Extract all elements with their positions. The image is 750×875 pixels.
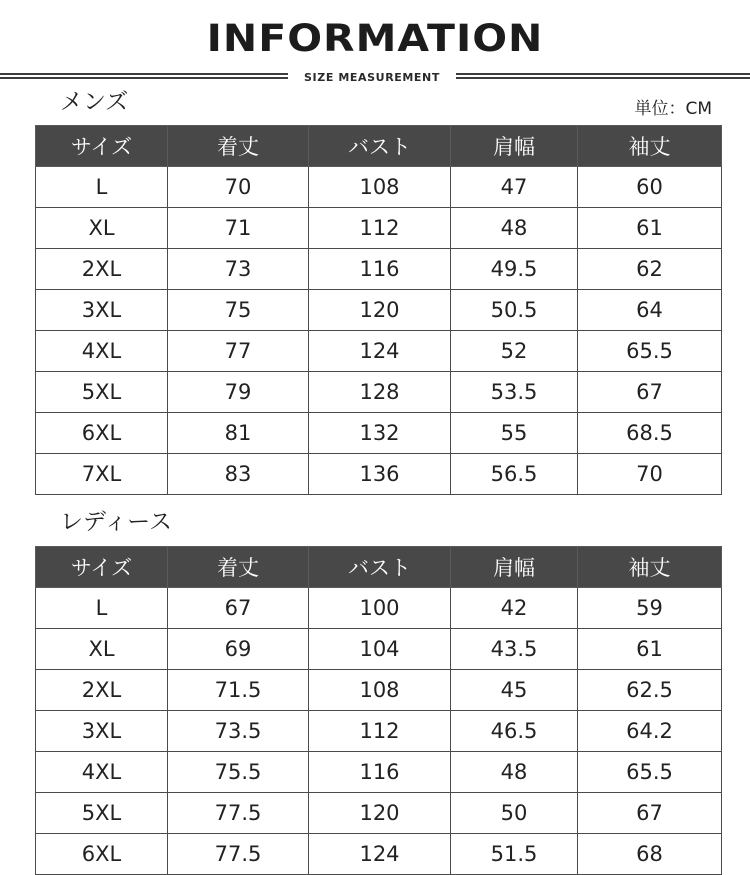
length-cell: 79: [168, 372, 309, 413]
length-cell: 83: [168, 454, 309, 495]
mens-table-body: [36, 167, 722, 495]
bust-cell: 104: [309, 629, 451, 670]
length-cell: 69: [168, 629, 309, 670]
shoulder-cell: 50: [451, 793, 578, 834]
shoulder-cell: 42: [451, 588, 578, 629]
bust-cell: 120: [309, 290, 451, 331]
sleeve-cell: 67: [578, 793, 722, 834]
length-cell: 77.5: [168, 793, 309, 834]
size-cell: XL: [36, 629, 168, 670]
length-cell: 77: [168, 331, 309, 372]
size-cell: 3XL: [36, 290, 168, 331]
sleeve-cell: 61: [578, 629, 722, 670]
size-cell: XL: [36, 208, 168, 249]
table-header-row: [36, 547, 722, 588]
divider-rule-right: [456, 73, 750, 79]
bust-cell: 112: [309, 208, 451, 249]
shoulder-cell: 53.5: [451, 372, 578, 413]
table-row: [36, 711, 722, 752]
shoulder-cell: 47: [451, 167, 578, 208]
length-cell: 77.5: [168, 834, 309, 875]
sleeve-cell: 61: [578, 208, 722, 249]
size-cell: 3XL: [36, 711, 168, 752]
sleeve-cell: 70: [578, 454, 722, 495]
size-cell: L: [36, 167, 168, 208]
length-cell: 75.5: [168, 752, 309, 793]
column-header-bust: バスト: [309, 547, 451, 588]
bust-cell: 116: [309, 249, 451, 290]
bust-cell: 124: [309, 834, 451, 875]
subtitle-divider: [0, 70, 750, 86]
size-cell: L: [36, 588, 168, 629]
sleeve-cell: 68.5: [578, 413, 722, 454]
table-row: [36, 793, 722, 834]
column-header-length: 着丈: [168, 126, 309, 167]
table-row: [36, 331, 722, 372]
sleeve-cell: 60: [578, 167, 722, 208]
sleeve-cell: 68: [578, 834, 722, 875]
length-cell: 73: [168, 249, 309, 290]
table-header-row: [36, 126, 722, 167]
bust-cell: 132: [309, 413, 451, 454]
bust-cell: 108: [309, 670, 451, 711]
size-cell: 6XL: [36, 413, 168, 454]
sleeve-cell: 65.5: [578, 331, 722, 372]
sleeve-cell: 62.5: [578, 670, 722, 711]
sleeve-cell: 62: [578, 249, 722, 290]
shoulder-cell: 49.5: [451, 249, 578, 290]
shoulder-cell: 48: [451, 752, 578, 793]
bust-cell: 128: [309, 372, 451, 413]
shoulder-cell: 51.5: [451, 834, 578, 875]
column-header-sleeve: 袖丈: [578, 126, 722, 167]
shoulder-cell: 55: [451, 413, 578, 454]
shoulder-cell: 43.5: [451, 629, 578, 670]
shoulder-cell: 56.5: [451, 454, 578, 495]
divider-rule-left: [0, 73, 288, 79]
sleeve-cell: 65.5: [578, 752, 722, 793]
length-cell: 67: [168, 588, 309, 629]
column-header-shoulder: 肩幅: [451, 126, 578, 167]
bust-cell: 136: [309, 454, 451, 495]
size-cell: 2XL: [36, 670, 168, 711]
shoulder-cell: 46.5: [451, 711, 578, 752]
table-row: [36, 290, 722, 331]
size-cell: 5XL: [36, 372, 168, 413]
bust-cell: 100: [309, 588, 451, 629]
length-cell: 71.5: [168, 670, 309, 711]
ladies-table-body: [36, 588, 722, 875]
size-cell: 5XL: [36, 793, 168, 834]
bust-cell: 116: [309, 752, 451, 793]
length-cell: 81: [168, 413, 309, 454]
table-row: [36, 629, 722, 670]
column-header-size: サイズ: [36, 126, 168, 167]
mens-size-table: [35, 125, 722, 495]
bust-cell: 108: [309, 167, 451, 208]
bust-cell: 124: [309, 331, 451, 372]
bust-cell: 120: [309, 793, 451, 834]
table-row: [36, 752, 722, 793]
mens-section-label: メンズ: [60, 89, 129, 115]
column-header-bust: バスト: [309, 126, 451, 167]
column-header-length: 着丈: [168, 547, 309, 588]
column-header-sleeve: 袖丈: [578, 547, 722, 588]
ladies-section-label: レディース: [60, 509, 173, 535]
unit-label: 単位：CM: [634, 99, 712, 119]
size-cell: 4XL: [36, 752, 168, 793]
length-cell: 75: [168, 290, 309, 331]
sleeve-cell: 64.2: [578, 711, 722, 752]
size-cell: 2XL: [36, 249, 168, 290]
table-row: [36, 167, 722, 208]
table-row: [36, 670, 722, 711]
size-cell: 6XL: [36, 834, 168, 875]
shoulder-cell: 52: [451, 331, 578, 372]
sleeve-cell: 64: [578, 290, 722, 331]
sleeve-cell: 67: [578, 372, 722, 413]
shoulder-cell: 45: [451, 670, 578, 711]
table-row: [36, 208, 722, 249]
ladies-size-table: [35, 546, 722, 875]
table-row: [36, 834, 722, 875]
table-row: [36, 588, 722, 629]
table-row: [36, 372, 722, 413]
size-cell: 7XL: [36, 454, 168, 495]
page-title: INFORMATION: [206, 15, 544, 61]
size-cell: 4XL: [36, 331, 168, 372]
table-row: [36, 454, 722, 495]
length-cell: 70: [168, 167, 309, 208]
column-header-size: サイズ: [36, 547, 168, 588]
table-row: [36, 413, 722, 454]
length-cell: 71: [168, 208, 309, 249]
sleeve-cell: 59: [578, 588, 722, 629]
bust-cell: 112: [309, 711, 451, 752]
table-row: [36, 249, 722, 290]
length-cell: 73.5: [168, 711, 309, 752]
shoulder-cell: 48: [451, 208, 578, 249]
shoulder-cell: 50.5: [451, 290, 578, 331]
page-subtitle: SIZE MEASUREMENT: [304, 71, 440, 84]
column-header-shoulder: 肩幅: [451, 547, 578, 588]
